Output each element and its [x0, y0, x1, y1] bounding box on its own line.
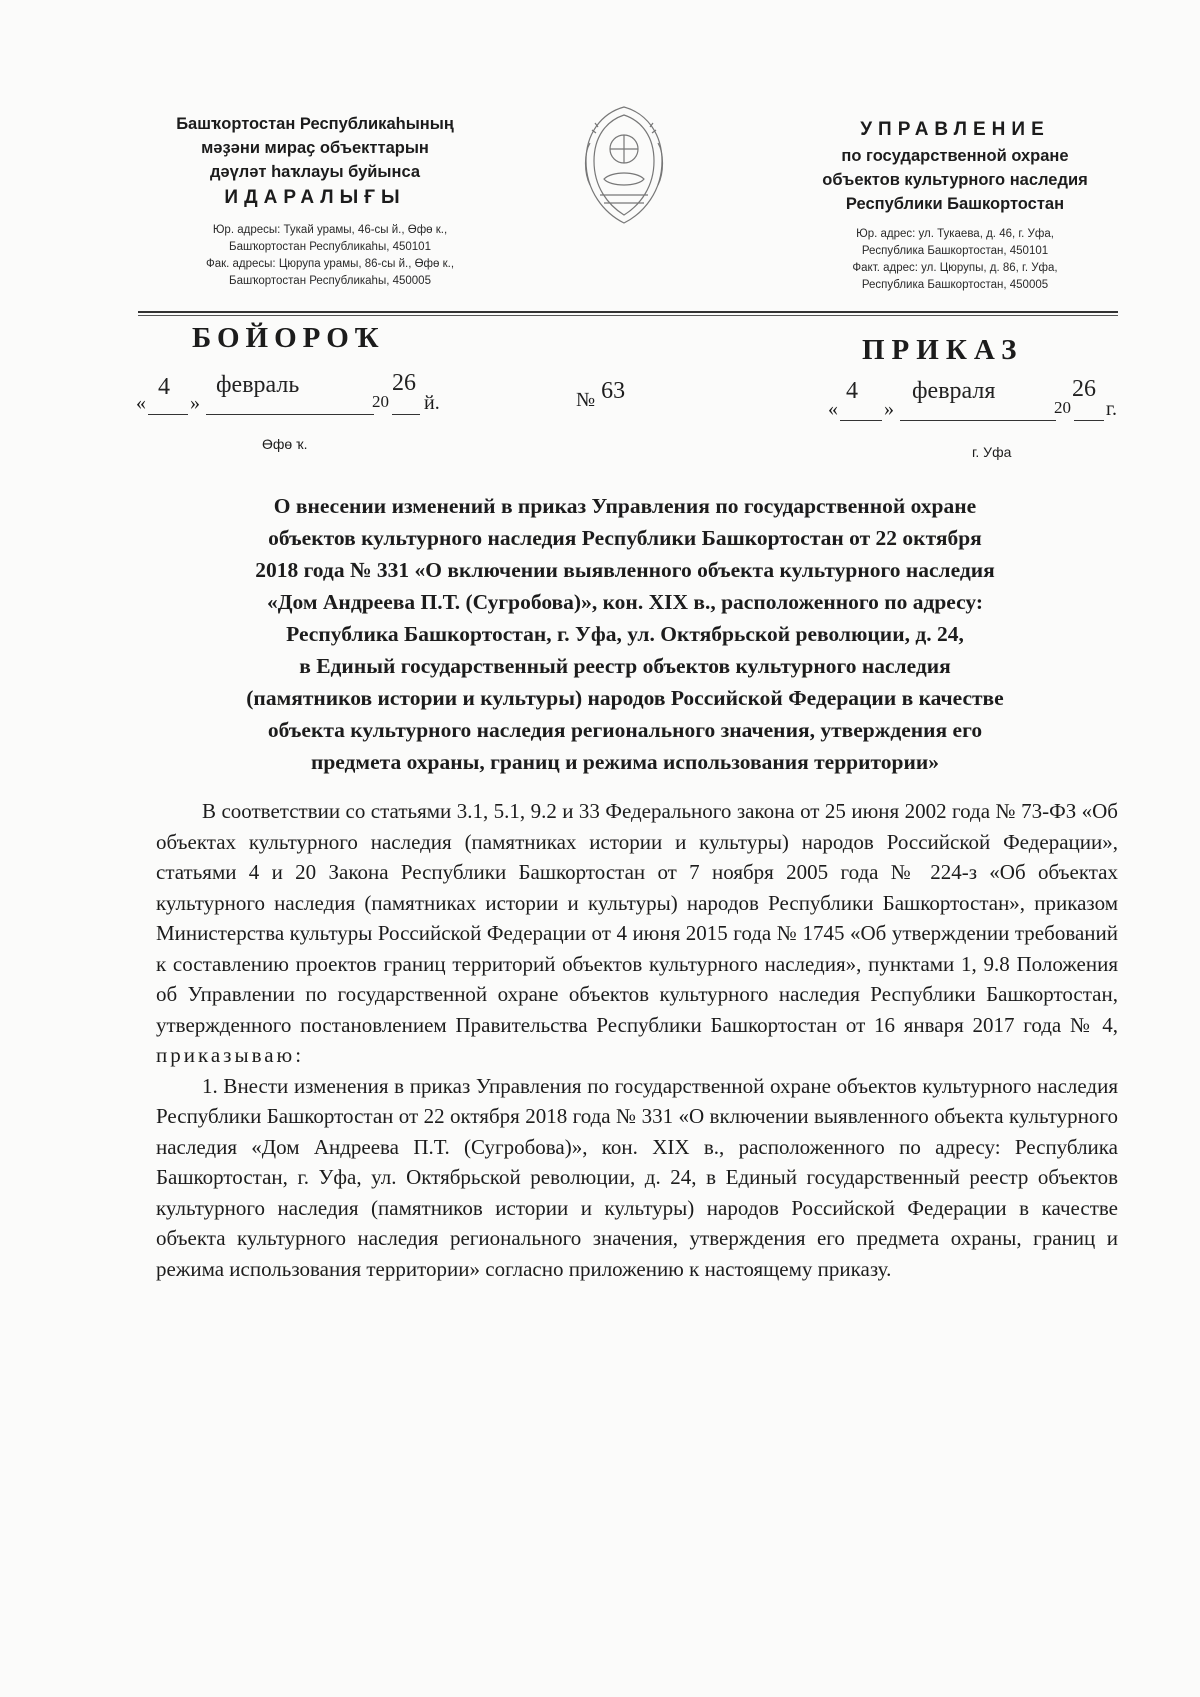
document-body — [156, 796, 1118, 1284]
letterhead-left-addr1: Юр. адресы: Тукай урамы, 46-сы й., Өфө к., — [212, 224, 448, 236]
letterhead-left-line3: дәүләт һаҡлауы буйынса — [209, 163, 421, 181]
coat-of-arms-emblem — [576, 103, 672, 227]
date-right-month: февраля — [912, 378, 996, 404]
date-right-month-line — [900, 420, 1056, 421]
letterhead-russian — [790, 116, 1120, 294]
doc-type-bashkir: БОЙОРОҠ — [192, 322, 385, 354]
title-line: в Единый государственный реестр объектов культурного наследия — [299, 654, 951, 678]
date-right-place: г. Уфа — [972, 444, 1012, 460]
letterhead-left-addr3: Фак. адресы: Цюрупа урамы, 86-сы й., Өфө к., — [205, 258, 455, 270]
letterhead-right-line2: по государственной охране — [841, 147, 1069, 165]
date-left-month-line — [206, 414, 374, 415]
date-left-open-quote: « — [136, 392, 146, 414]
header-divider-thin — [138, 315, 1118, 316]
letterhead-right-addr1: Юр. адрес: ул. Тукаева, д. 46, г. Уфа, — [856, 228, 1054, 240]
preamble-text: В соответствии со статьями 3.1, 5.1, 9.2 и 33 Федерального закона от 25 июня 2002 года № 73-ФЗ «Об объектах культурного наследия (памятниках истории и культуры) народов Российской Федерации», статьями 4 и 20 Закона Республики Башкортостан от 7 ноября 2005 года № 224-з «Об объектах культурного наследия (памятниках истории и культуры) народов Республики Башкортостан», приказом Министерства культуры Российской Федерации от 4 июня 2015 года № 1745 «Об утверждении требований к составлению проектов границ территорий объектов культурного наследия», пунктами 1, 9.8 Положения об Управлении по государственной охране объектов культурного наследия Республики Башкортостан, утвержденного постановлением Правительства Республики Башкортостан от 16 января 2017 года № 4, — [156, 799, 1118, 1037]
letterhead-left-line4: ИДАРАЛЫҒЫ — [224, 187, 406, 208]
date-right-day-line — [840, 420, 882, 421]
date-right-year: 26 — [1072, 376, 1096, 402]
date-left-year: 26 — [392, 370, 416, 396]
date-left-place: Өфө ҡ. — [262, 436, 308, 452]
order-number-sign: № — [576, 389, 596, 411]
title-line: объектов культурного наследия Республики Башкортостан от 22 октября — [268, 526, 982, 550]
letterhead-right-addr3: Факт. адрес: ул. Цюрупы, д. 86, г. Уфа, — [852, 262, 1058, 274]
title-line: 2018 года № 331 «О включении выявленного объекта культурного наследия — [255, 558, 995, 582]
doc-type-russian: ПРИКАЗ — [862, 334, 1024, 366]
title-line: предмета охраны, границ и режима использования территории» — [310, 750, 940, 774]
order-number-value: 63 — [601, 378, 626, 404]
body-paragraph-preamble — [156, 796, 1118, 1071]
letterhead-right-line4: Республики Башкортостан — [845, 195, 1065, 213]
letterhead-right-line1: УПРАВЛЕНИЕ — [860, 119, 1050, 140]
date-left-year-prefix: 20 — [372, 392, 389, 411]
date-right-open-quote: « — [828, 398, 838, 420]
letterhead-right-addr2: Республика Башкортостан, 450101 — [861, 245, 1049, 257]
date-left-suffix: й. — [424, 392, 440, 414]
letterhead-bashkir — [130, 112, 500, 290]
title-line: Республика Башкортостан, г. Уфа, ул. Октябрьской революции, д. 24, — [286, 622, 964, 646]
title-line: «Дом Андреева П.Т. (Сугробова)», кон. XIX в., расположенного по адресу: — [267, 590, 983, 614]
letterhead-right-address — [790, 226, 1120, 294]
title-line: объекта культурного наследия регионального значения, утверждения его — [267, 718, 983, 742]
letterhead-left-address — [130, 222, 500, 290]
title-line: О внесении изменений в приказ Управления по государственной охране — [273, 494, 977, 518]
body-paragraph-item-1: 1. Внести изменения в приказ Управления по государственной охране объектов культурного наследия Республики Башкортостан от 22 октября 2018 года № 331 «О включении выявленного объекта культурного наследия «Дом Андреева П.Т. (Сугробова)», кон. XIX в., расположенного по адресу: Республика Башкортостан, г. Уфа, ул. Октябрьской революции, д. 24, в Единый государственный реестр объектов культурного наследия (памятников истории и культуры) народов Российской Федерации в качестве объекта культурного наследия регионального значения, утверждения его предмета охраны, границ и режима использования территории» согласно приложению к настоящему приказу. — [156, 1073, 1118, 1281]
letterhead-right-line3: объектов культурного наследия — [822, 171, 1088, 189]
date-left-month: февраль — [216, 372, 300, 398]
date-left-year-line — [392, 414, 420, 415]
letterhead-left-line2: мәҙәни мираҫ объекттарын — [201, 139, 429, 157]
letterhead-left-line1: Башҡортостан Республикаһының — [176, 115, 454, 133]
order-number — [576, 378, 626, 413]
letterhead-right-addr4: Республика Башкортостан, 450005 — [861, 279, 1049, 291]
date-left-day-line — [148, 414, 188, 415]
date-right-year-line — [1074, 420, 1104, 421]
date-right-suffix: г. — [1106, 398, 1117, 420]
date-left-day: 4 — [158, 374, 170, 400]
header-divider-thick — [138, 311, 1118, 313]
letterhead-left-addr2: Башҡортостан Республикаһы, 450101 — [229, 241, 431, 253]
date-right-year-prefix: 20 — [1054, 398, 1071, 417]
title-line: (памятников истории и культуры) народов Российской Федерации в качестве — [246, 686, 1004, 710]
order-word: приказываю: — [156, 1043, 305, 1067]
date-left-close-quote: » — [190, 392, 200, 414]
letterhead-left-addr4: Башҡортостан Республикаһы, 450005 — [229, 275, 431, 287]
document-title — [130, 490, 1120, 778]
date-right-close-quote: » — [884, 398, 894, 420]
date-right-day: 4 — [846, 378, 858, 404]
